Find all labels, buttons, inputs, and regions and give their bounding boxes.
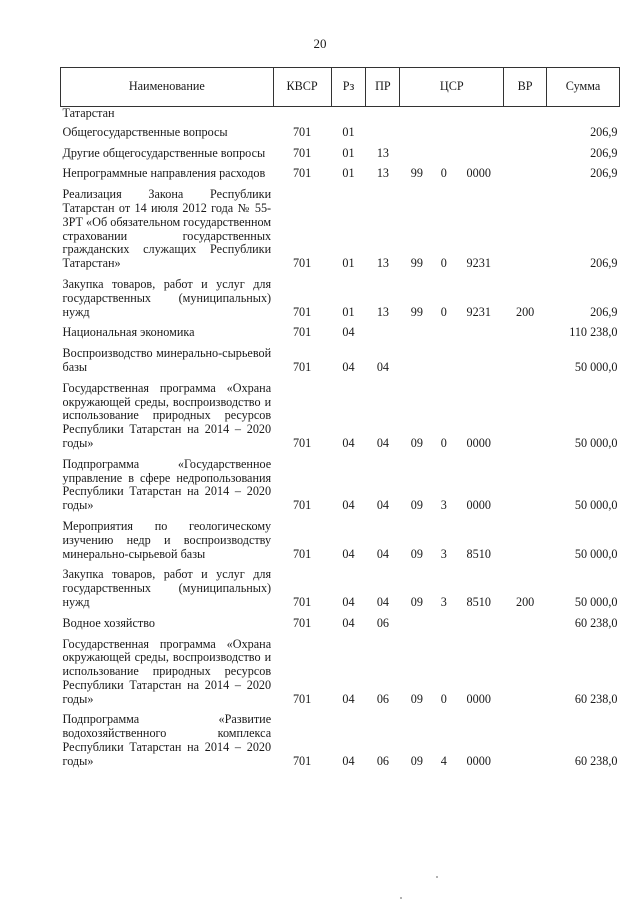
row-sum: 50 000,0 xyxy=(574,435,618,450)
row-kvsr: 701 xyxy=(292,546,312,561)
row-rz: 04 xyxy=(342,359,355,374)
row-sum: 60 238,0 xyxy=(574,615,618,630)
row-vr xyxy=(504,456,547,518)
table-row xyxy=(61,186,620,276)
table-row xyxy=(61,324,620,345)
row-name: Государственная программа «Охрана окружающей среды, воспроизводство и использование природных ресурсов Республики Татарстан на 2014 – 2020 годы» xyxy=(62,380,272,450)
table-header-row xyxy=(61,68,620,107)
row-csr-program xyxy=(400,124,434,145)
row-csr-program xyxy=(400,615,434,636)
row-name: Водное хозяйство xyxy=(62,615,155,630)
row-kvsr: 701 xyxy=(292,615,312,630)
row-csr-subprogram: 0 xyxy=(440,166,447,181)
table-row xyxy=(61,165,620,186)
row-sum: 60 238,0 xyxy=(574,753,618,768)
table-row xyxy=(61,456,620,518)
row-rz: 04 xyxy=(342,753,355,768)
row-kvsr: 701 xyxy=(292,256,312,271)
row-name: Закупка товаров, работ и услуг для государственных (муниципальных) нужд xyxy=(62,567,272,609)
row-name: Закупка товаров, работ и услуг для государственных (муниципальных) нужд xyxy=(62,276,272,319)
row-rz: 04 xyxy=(342,594,355,609)
row-sum: 206,9 xyxy=(590,124,618,139)
row-csr-direction: 9231 xyxy=(466,256,491,271)
row-csr-subprogram: 3 xyxy=(440,594,447,609)
header-csr: ЦСР xyxy=(400,68,504,107)
row-csr-direction: 8510 xyxy=(466,546,491,561)
row-pr: 13 xyxy=(376,145,390,160)
row-name: Другие общегосударственные вопросы xyxy=(62,145,266,160)
row-kvsr: 701 xyxy=(292,325,312,340)
row-csr-subprogram: 0 xyxy=(440,256,447,271)
row-rz: 04 xyxy=(342,325,355,340)
row-csr-program xyxy=(400,324,434,345)
row-rz: 01 xyxy=(342,124,355,139)
row-csr-program: 09 xyxy=(410,498,423,513)
row-csr-program xyxy=(400,145,434,166)
row-csr-direction xyxy=(454,615,504,636)
row-vr xyxy=(504,324,547,345)
header-vr: ВР xyxy=(504,68,547,107)
row-pr: 06 xyxy=(376,753,390,768)
row-kvsr: 701 xyxy=(292,594,312,609)
table-row xyxy=(61,124,620,145)
row-vr xyxy=(504,165,547,186)
row-rz: 01 xyxy=(342,304,355,319)
row-sum: 206,9 xyxy=(590,166,618,181)
table-row xyxy=(61,711,620,773)
row-rz: 01 xyxy=(342,256,355,271)
table-row xyxy=(61,615,620,636)
row-pr: 13 xyxy=(376,304,390,319)
row-vr: 200 xyxy=(515,594,535,609)
row-pr: 04 xyxy=(376,359,390,374)
row-name: Непрограммные направления расходов xyxy=(62,166,266,181)
row-kvsr: 701 xyxy=(292,498,312,513)
row-csr-program: 99 xyxy=(410,166,423,181)
row-rz: 04 xyxy=(342,435,355,450)
row-pr: 06 xyxy=(376,691,390,706)
table-row xyxy=(61,518,620,566)
row-kvsr: 701 xyxy=(292,145,312,160)
row-vr: 200 xyxy=(515,304,535,319)
row-csr-program: 99 xyxy=(410,256,423,271)
row-pr: 13 xyxy=(376,256,390,271)
budget-table xyxy=(60,67,620,774)
row-csr-program: 09 xyxy=(410,546,423,561)
table-row xyxy=(61,636,620,712)
row-csr-program xyxy=(400,345,434,380)
table-body xyxy=(61,107,620,774)
row-pr: 04 xyxy=(376,546,390,561)
row-csr-direction: 9231 xyxy=(466,304,491,319)
row-kvsr: 701 xyxy=(292,124,312,139)
row-name: Воспроизводство минерально-сырьевой базы xyxy=(62,346,272,374)
row-pr: 06 xyxy=(376,615,390,630)
page-number: 20 xyxy=(313,36,327,51)
row-sum: 50 000,0 xyxy=(574,546,618,561)
row-rz: 04 xyxy=(342,615,355,630)
row-kvsr: 701 xyxy=(292,166,312,181)
row-csr-direction: 8510 xyxy=(466,594,491,609)
row-csr-subprogram: 4 xyxy=(440,753,447,768)
row-csr-subprogram xyxy=(434,124,454,145)
row-name: Национальная экономика xyxy=(62,325,195,340)
row-name: Подпрограмма «Государственное управление в сфере недропользования Республики Татарстан на 2014 – 2020 годы» xyxy=(62,456,272,513)
row-csr-subprogram: 0 xyxy=(440,435,447,450)
row-csr-program: 09 xyxy=(410,691,423,706)
row-pr: 13 xyxy=(376,166,390,181)
row-csr-direction xyxy=(454,324,504,345)
row-csr-program: 09 xyxy=(410,753,423,768)
table-row xyxy=(61,380,620,456)
row-csr-subprogram xyxy=(434,324,454,345)
row-csr-direction: 0000 xyxy=(466,691,491,706)
row-csr-direction: 0000 xyxy=(466,435,491,450)
row-sum: 50 000,0 xyxy=(574,498,618,513)
row-csr-subprogram xyxy=(434,345,454,380)
row-csr-subprogram xyxy=(434,145,454,166)
row-vr xyxy=(504,145,547,166)
table-row xyxy=(61,345,620,380)
row-csr-direction: 0000 xyxy=(466,753,491,768)
row-sum: 50 000,0 xyxy=(574,359,618,374)
row-pr: 04 xyxy=(376,498,390,513)
row-kvsr: 701 xyxy=(292,435,312,450)
header-kvsr: КВСР xyxy=(273,68,331,107)
continuation-text: Татарстан xyxy=(62,106,115,120)
row-csr-direction: 0000 xyxy=(466,498,491,513)
row-rz: 04 xyxy=(342,546,355,561)
scan-speck xyxy=(400,897,402,899)
row-vr xyxy=(504,345,547,380)
row-rz: 04 xyxy=(342,498,355,513)
row-vr xyxy=(504,518,547,566)
row-vr xyxy=(504,615,547,636)
table-row xyxy=(61,276,620,324)
row-csr-subprogram: 0 xyxy=(440,304,447,319)
scan-speck xyxy=(436,876,438,878)
row-rz: 01 xyxy=(342,145,355,160)
row-kvsr: 701 xyxy=(292,304,312,319)
header-sum: Сумма xyxy=(547,68,620,107)
row-rz: 04 xyxy=(342,691,355,706)
header-pr: ПР xyxy=(366,68,400,107)
table-row xyxy=(61,145,620,166)
row-csr-subprogram: 3 xyxy=(440,546,447,561)
row-csr-direction: 0000 xyxy=(466,166,491,181)
header-rz: Рз xyxy=(331,68,366,107)
row-kvsr: 701 xyxy=(292,359,312,374)
row-pr: 04 xyxy=(376,594,390,609)
row-kvsr: 701 xyxy=(292,753,312,768)
row-pr: 04 xyxy=(376,435,390,450)
row-name: Мероприятия по геологическому изучению недр и воспроизводству минерально-сырьевой базы xyxy=(62,518,272,561)
row-sum: 50 000,0 xyxy=(574,594,618,609)
continuation-row xyxy=(61,107,620,124)
row-vr xyxy=(504,711,547,773)
row-name: Подпрограмма «Развитие водохозяйственного комплекса Республики Татарстан на 2014 – 2020 годы» xyxy=(62,712,272,768)
row-sum: 60 238,0 xyxy=(574,691,618,706)
row-vr xyxy=(504,380,547,456)
row-sum: 206,9 xyxy=(590,304,618,319)
row-name: Общегосударственные вопросы xyxy=(62,124,228,139)
row-kvsr: 701 xyxy=(292,691,312,706)
row-sum: 206,9 xyxy=(590,145,618,160)
row-pr xyxy=(366,124,400,145)
row-pr xyxy=(366,324,400,345)
row-csr-subprogram: 0 xyxy=(440,691,447,706)
row-csr-program: 99 xyxy=(410,304,423,319)
row-csr-direction xyxy=(454,145,504,166)
row-sum: 206,9 xyxy=(590,256,618,271)
row-csr-program: 09 xyxy=(410,435,423,450)
row-vr xyxy=(504,636,547,712)
row-csr-subprogram: 3 xyxy=(440,498,447,513)
row-name: Государственная программа «Охрана окружающей среды, воспроизводство и использование природных ресурсов Республики Татарстан на 2014 – 2020 годы» xyxy=(62,636,272,706)
row-sum: 110 238,0 xyxy=(569,325,618,340)
header-name: Наименование xyxy=(61,68,274,107)
row-csr-direction xyxy=(454,124,504,145)
row-vr xyxy=(504,124,547,145)
row-rz: 01 xyxy=(342,166,355,181)
row-name: Реализация Закона Республики Татарстан от 14 июля 2012 года № 55-ЗРТ «Об обязательном государственном страховании государственных гражданских служащих Республики Татарстан» xyxy=(62,187,272,271)
row-csr-subprogram xyxy=(434,615,454,636)
table-row xyxy=(61,566,620,614)
row-vr xyxy=(504,186,547,276)
row-csr-program: 09 xyxy=(410,594,423,609)
row-csr-direction xyxy=(454,345,504,380)
